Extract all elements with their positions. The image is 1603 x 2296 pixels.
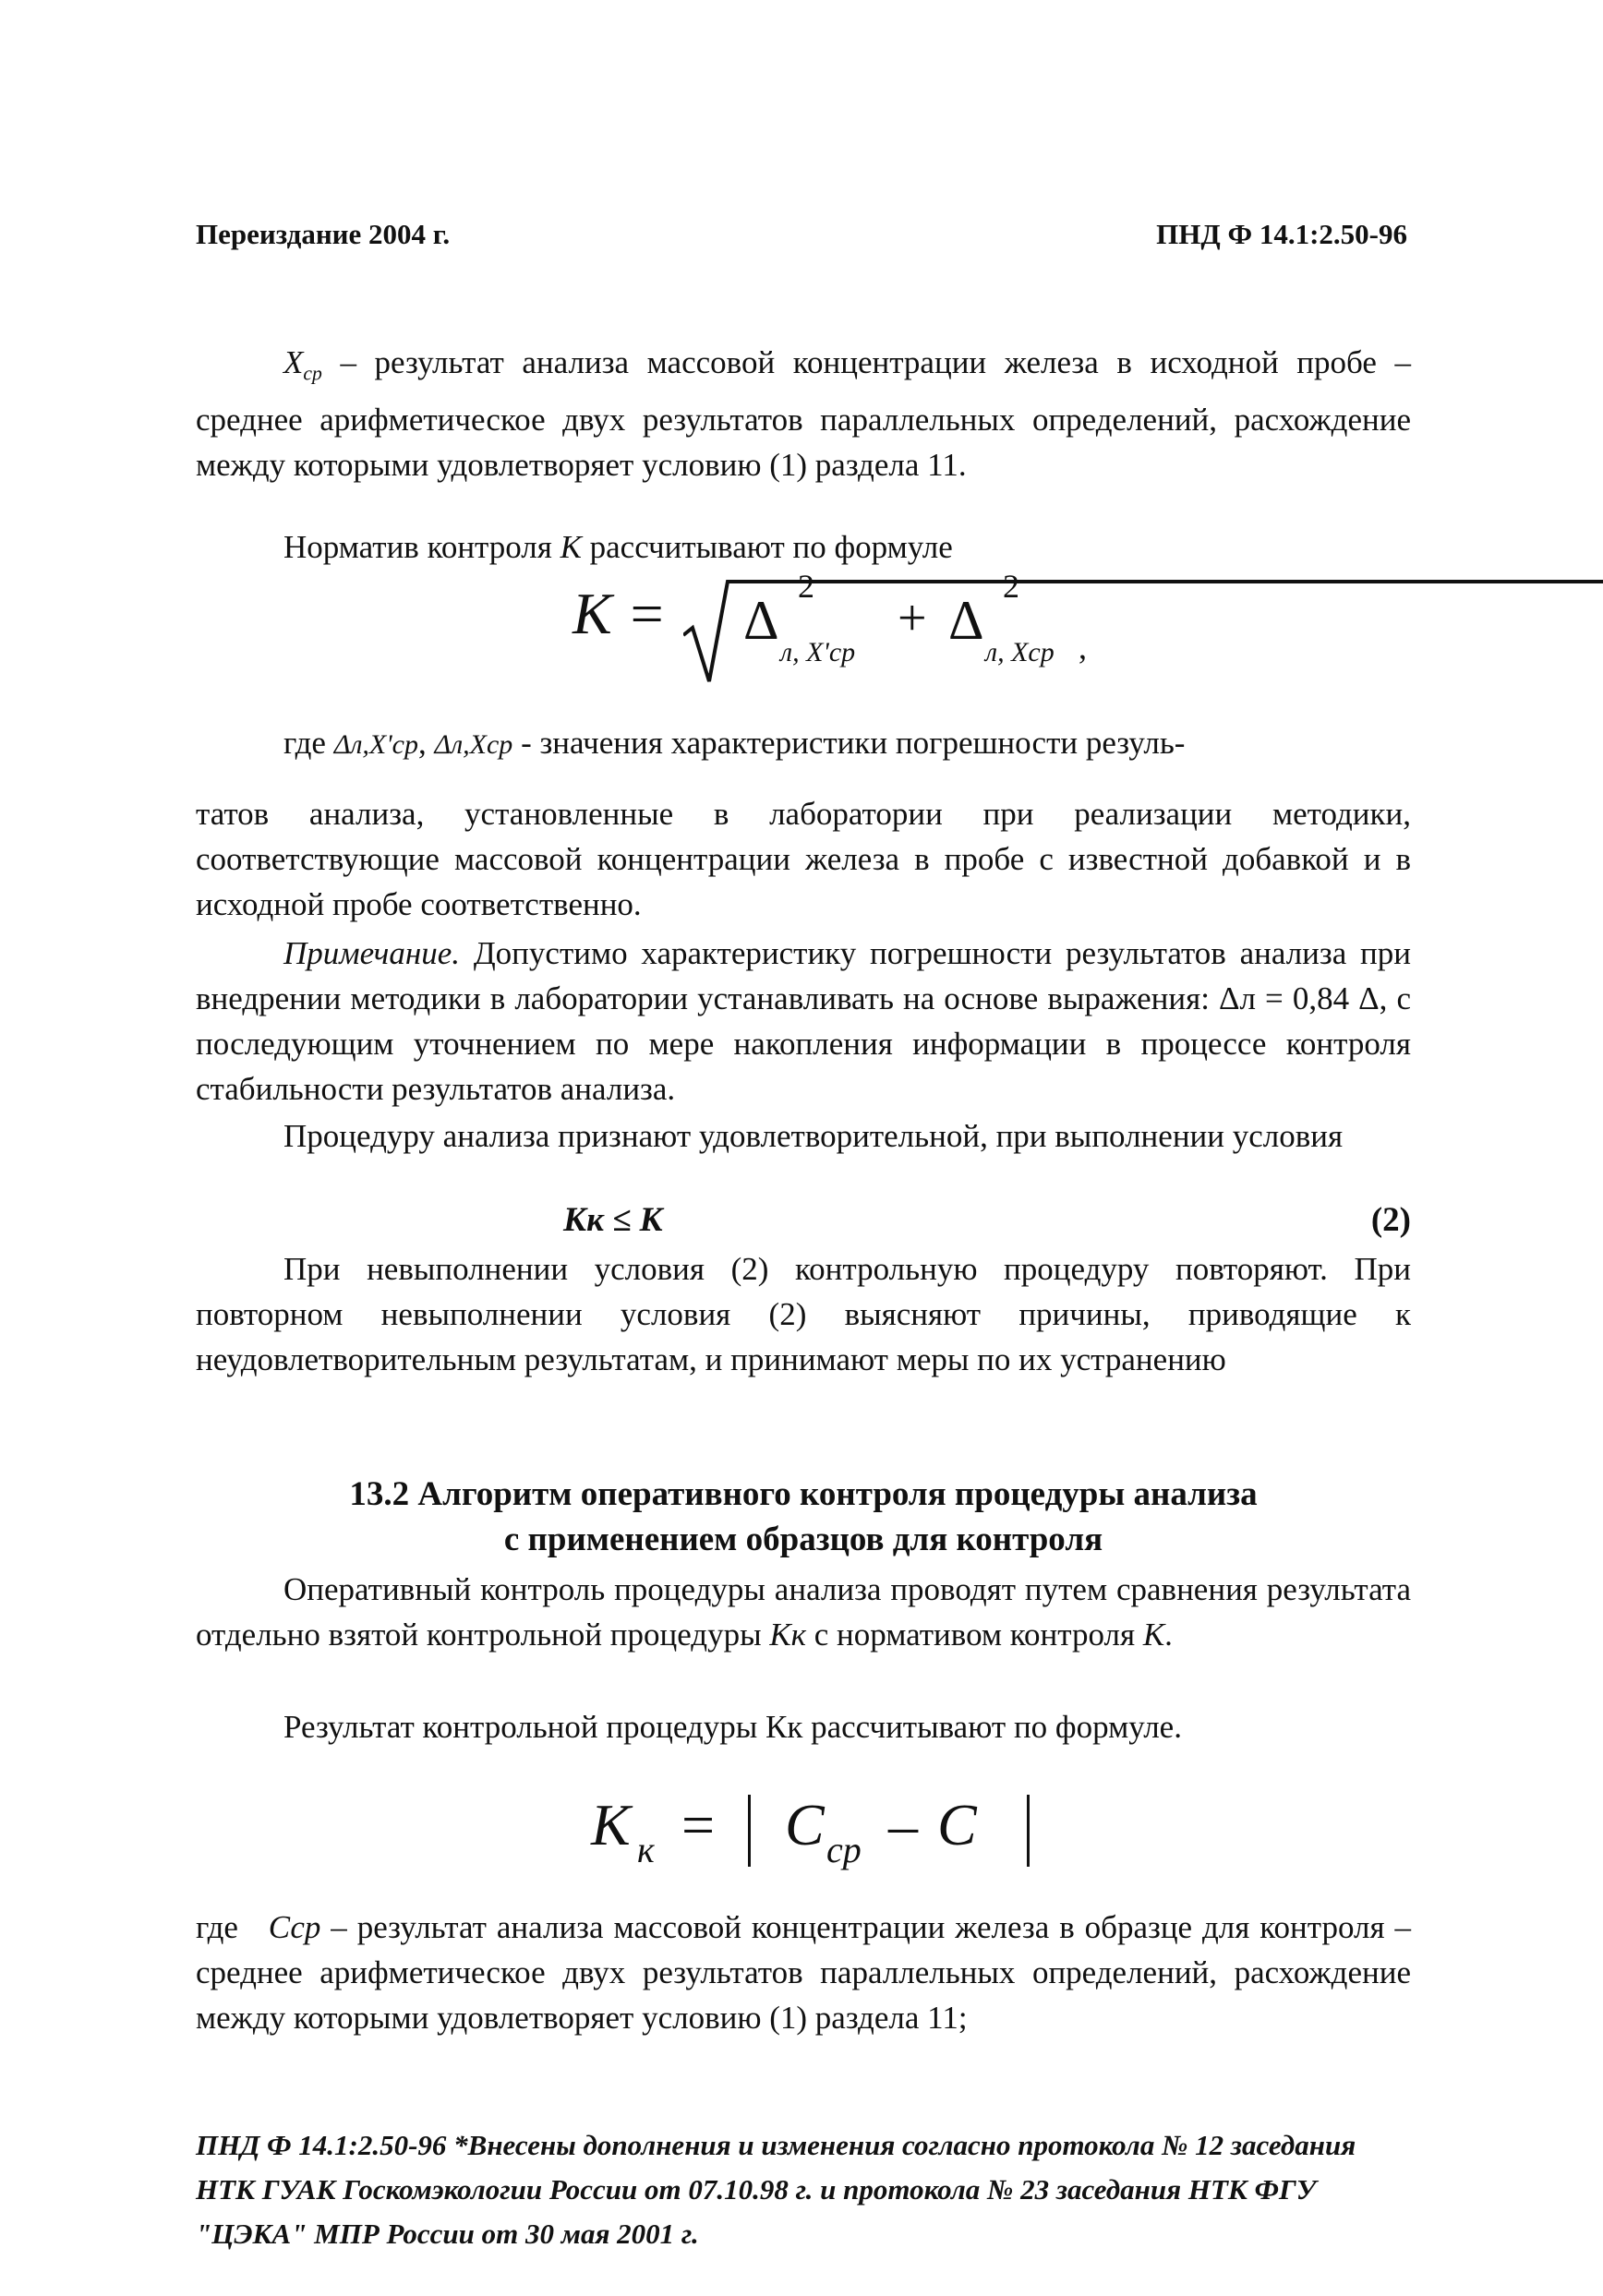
p7-symbol: Кк	[769, 1617, 806, 1653]
paragraph-where-delta	[283, 720, 1411, 767]
formula-kk-c: С	[785, 1792, 825, 1857]
p2-symbol: К	[560, 529, 582, 565]
paragraph-results: татов анализа, установленные в лаборатории при реализации методики, соответствующие массовой концентрации железа в пробе с известной добавкой и в исходной пробе соответственно.	[196, 796, 1411, 922]
p2-before: Норматив контроля	[283, 529, 560, 565]
note-text: Допустимо характеристику погрешности результатов анализа при внедрении методики в лаборатории устанавливать на основе выражения: Δл = 0,84 Δ, с последующим уточнением по мере накопления информации в процессе контроля стабильности результатов анализа.	[196, 935, 1411, 1107]
p7-mid: с нормативом контроля	[805, 1617, 1143, 1653]
delta-symbol-2: Δл,Xср	[434, 729, 513, 760]
where-label: где	[283, 725, 326, 761]
p9-text: – результат анализа массовой концентрации железа в образце для контроля – среднее арифметическое двух результатов параллельных определений, расхождение между которыми удовлетворяет условию (1) раздела 11;	[196, 1909, 1411, 2036]
sub-1: л, X'ср	[780, 637, 856, 667]
formula-kk-c-sub: ср	[826, 1829, 862, 1870]
section-title	[196, 1472, 1411, 1562]
section-title-line2: с применением образцов для контроля	[503, 1521, 1103, 1558]
p7-before: Оперативный контроль процедуры анализа проводят путем сравнения результата отдельно взятой контрольной процедуры	[196, 1571, 1411, 1653]
symbol-x-sub: ср	[303, 362, 322, 385]
formula-kk-eq: =	[681, 1792, 716, 1857]
condition-number: (2)	[1370, 1201, 1411, 1239]
paragraph-xcp-text: – результат анализа массовой концентрации железа в исходной пробе – среднее арифметическое двух результатов параллельных определений, расхождение между которыми удовлетворяет условию (1) раздела 11.	[196, 344, 1411, 483]
paragraph-ccp	[196, 1905, 1411, 2040]
delta-1: Δ	[743, 590, 779, 651]
formula-k	[572, 568, 1108, 692]
sqrt-sign-icon	[683, 572, 1603, 692]
formula-k-lhs: К =	[572, 581, 667, 646]
paragraph-xcp	[196, 340, 1411, 487]
header-right: ПНД Ф 14.1:2.50-96	[1156, 218, 1407, 250]
p9-where: где	[196, 1909, 238, 1945]
formula-kk-sub: к	[637, 1829, 655, 1870]
symbol-x: X	[283, 344, 304, 380]
symbol-separator: ,	[417, 725, 427, 761]
footnote: ПНД Ф 14.1:2.50-96 *Внесены дополнения и изменения согласно протокола № 12 заседания НТК ГУАК Госкомэкологии России от 07.10.98 г. и протокола № 23 заседания НТК ФГУ "ЦЭКА" МПР России от 30 мая 2001 г.	[196, 2129, 1356, 2250]
paragraph-norm	[196, 524, 1411, 570]
sup-1: 2	[798, 568, 814, 605]
p7-symbol-2: К	[1142, 1617, 1165, 1653]
paragraph-result-formula: Результат контрольной процедуры Кк рассчитывают по формуле.	[283, 1709, 1182, 1745]
paragraph-repeat: При невыполнении условия (2) контрольную процедуру повторяют. При повторном невыполнении условия (2) выясняют причины, приводящие к неудовлетворительным результатам, и принимают меры по их устранению	[196, 1251, 1411, 1377]
p3-text: - значения характеристики погрешности резуль-	[521, 725, 1186, 761]
header-left: Переиздание 2004 г.	[196, 218, 451, 250]
formula-comma: ,	[1079, 629, 1087, 666]
abs-bar-left	[748, 1795, 751, 1867]
p9-symbol: Сср	[268, 1909, 321, 1945]
sup-2: 2	[1003, 568, 1019, 605]
paragraph-operative-control	[196, 1567, 1411, 1657]
p2-after: рассчитывают по формуле	[581, 529, 953, 565]
formula-kk-minus: –	[888, 1792, 918, 1857]
condition-formula: Кк ≤ К	[563, 1201, 663, 1239]
note-label: Примечание.	[283, 935, 461, 971]
delta-2: Δ	[948, 590, 984, 651]
formula-kk-c2: С	[937, 1792, 977, 1857]
section-title-line1: 13.2 Алгоритм оперативного контроля процедуры анализа	[349, 1475, 1258, 1513]
delta-symbol-1: Δл,X'ср	[333, 729, 418, 760]
formula-kk-k: К	[591, 1792, 631, 1857]
abs-bar-right	[1027, 1795, 1030, 1867]
p7-end: .	[1164, 1617, 1173, 1653]
sub-2: л, Xср	[985, 637, 1055, 667]
paragraph-procedure: Процедуру анализа признают удовлетворительной, при выполнении условия	[283, 1118, 1344, 1154]
formula-kk	[591, 1791, 1071, 1893]
plus-sign: +	[898, 590, 927, 647]
note-paragraph	[196, 931, 1411, 1112]
